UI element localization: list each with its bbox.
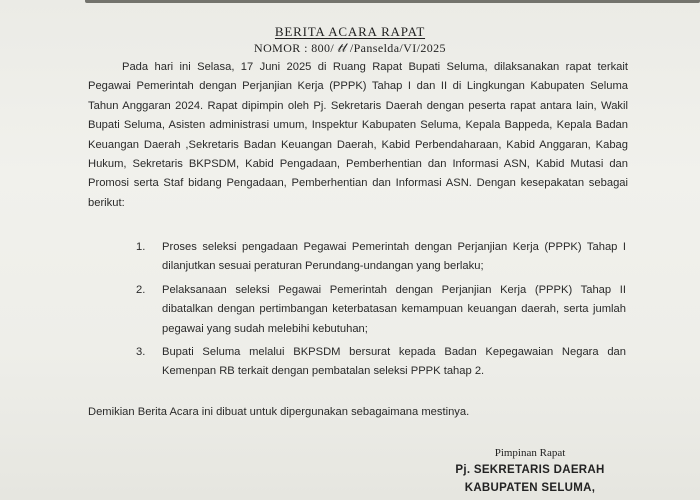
signature-role: Pimpinan Rapat	[494, 447, 566, 459]
list-item-text: Pelaksanaan seleksi Pegawai Pemerintah dengan Perjanjian Kerja (PPPK) Tahap II dibatalkan dengan pertimbangan keterbatasan kemampuan keuangan daerah, serta jumlah pegawai yang sudah melebihi kebutuhan;	[162, 283, 626, 335]
signature-title: Pj. SEKRETARIS DAERAH	[455, 464, 605, 476]
page-top-edge	[85, 0, 700, 3]
opening-paragraph: Pada hari ini Selasa, 17 Juni 2025 di Ruang Rapat Bupati Seluma, dilaksanakan rapat terkait Pegawai Pemerintah dengan Perjanjian Kerja (PPPK) Tahap I dan II di Lingkungan Kabupaten Seluma Tahun Anggaran 2024. Rapat dipimpin oleh Pj. Sekretaris Daerah dengan peserta rapat antara lain, Wakil Bupati Seluma, Asisten administrasi umum, Inspektur Kabupaten Seluma, Kepala Bappeda, Kepala Badan Keuangan Daerah ,Sekretaris Badan Keuangan Daerah, Kabid Perbendaharaan, Kabid Anggaran, Kabag Hukum, Sekretaris BKPSDM, Kabid Pengadaan, Pemberhentian dan Informasi ASN, Kabid Mutasi dan Promosi serta Staf bidang Pengadaan, Pemberhentian dan Informasi ASN. Dengan kesepakatan sebagai berikut:	[88, 61, 628, 209]
document-number: NOMOR : 800/ 𝓉𝓁 /Panselda/VI/2025	[254, 41, 446, 55]
document-title	[0, 24, 700, 40]
agreement-list	[136, 238, 626, 386]
list-item-number: 1.	[136, 241, 146, 253]
list-item-text: Bupati Seluma melalui BKPSDM bersurat kepada Badan Kepegawaian Negara dan Kemenpan RB terkait dengan pembatalan seleksi PPPK tahap 2.	[162, 346, 626, 378]
closing-statement: Demikian Berita Acara ini dibuat untuk dipergunakan sebagaimana mestinya.	[88, 406, 470, 418]
list-item-number: 3.	[136, 346, 146, 359]
list-item-text: Proses seleksi pengadaan Pegawai Pemerintah dengan Perjanjian Kerja (PPPK) Tahap I dilanjutkan sesuai peraturan Perundang-undangan yang berlaku;	[162, 241, 626, 273]
list-item	[136, 343, 626, 382]
list-item-number: 2.	[136, 283, 146, 296]
signature-office: KABUPATEN SELUMA,	[464, 482, 596, 494]
list-item	[136, 281, 626, 339]
document-title-text: BERITA ACARA RAPAT	[274, 24, 426, 39]
list-item	[136, 238, 626, 277]
